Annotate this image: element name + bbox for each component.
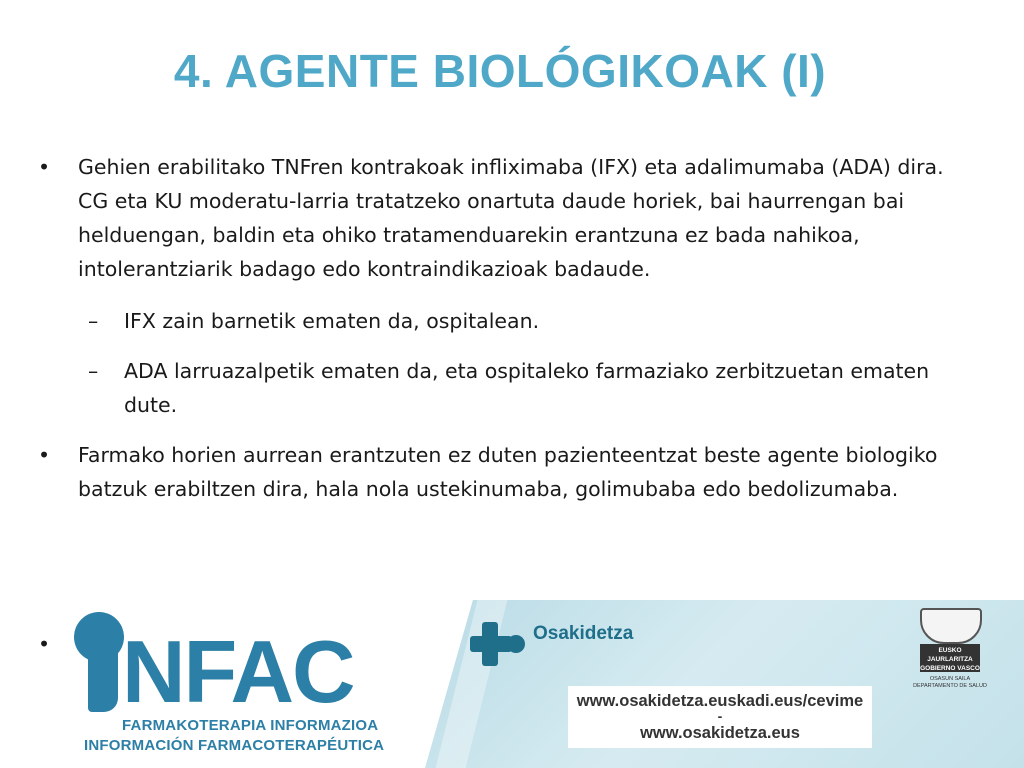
bullet-item xyxy=(38,150,978,286)
government-label xyxy=(920,644,980,672)
osakidetza-cross-logo-icon xyxy=(468,618,526,670)
basque-government-shield-icon xyxy=(920,608,982,644)
empty-bullet-marker: • xyxy=(38,632,51,656)
slide-title: 4. AGENTE BIOLÓGIKOAK (I) xyxy=(173,45,827,97)
bullet-text: Gehien erabilitako TNFren kontrakoak infliximaba (IFX) eta adalimumaba (ADA) dira. CG eta KU moderatu-larria tratatzeko onartuta daude horiek, bai haurrengan bai helduengan, baldin eta ohiko tratamenduarekin erantzuna ez bada nahikoa, intolerantziarik badago edo kontraindikazioak badaude. xyxy=(78,155,944,281)
infac-subtitle-eu: FARMAKOTERAPIA INFORMAZIOA xyxy=(122,717,379,734)
url-separator: - xyxy=(717,708,723,724)
sub-bullet-text: IFX zain barnetik ematen da, ospitalean. xyxy=(124,309,540,333)
bullet-marker: • xyxy=(38,155,51,179)
government-sub-line: DEPARTAMENTO DE SALUD xyxy=(913,683,987,689)
government-line: GOBIERNO VASCO xyxy=(920,665,980,672)
infac-subtitle-es: INFORMACIÓN FARMACOTERAPÉUTICA xyxy=(84,737,385,754)
infac-logo-stem xyxy=(88,650,118,712)
government-sub-line: OSASUN SAILA xyxy=(929,676,971,682)
url-box xyxy=(568,686,872,748)
infac-logo-text: NFAC xyxy=(122,622,354,721)
bullet-item xyxy=(38,438,978,506)
government-line: EUSKO JAURLARITZA xyxy=(927,647,973,663)
government-department xyxy=(912,676,988,690)
sub-bullet-marker: – xyxy=(88,359,99,383)
bullet-marker: • xyxy=(38,443,51,467)
sub-bullet-text: ADA larruazalpetik ematen da, eta ospitaleko farmaziako zerbitzuetan ematen dute. xyxy=(124,359,930,417)
sub-bullet-marker: – xyxy=(88,309,99,333)
sub-bullet-item xyxy=(38,354,978,422)
url-osakidetza-link[interactable]: www.osakidetza.eus xyxy=(640,724,800,742)
bullet-text: Farmako horien aurrean erantzuten ez duten pazienteentzat beste agente biologiko batzuk erabiltzen dira, hala nola ustekinumaba, golimubaba edo bedolizumaba. xyxy=(78,443,938,501)
slide-body xyxy=(38,150,978,524)
osakidetza-label: Osakidetza xyxy=(533,623,634,644)
sub-bullet-item xyxy=(38,304,978,338)
url-cevime-link[interactable]: www.osakidetza.euskadi.eus/cevime xyxy=(576,692,864,710)
